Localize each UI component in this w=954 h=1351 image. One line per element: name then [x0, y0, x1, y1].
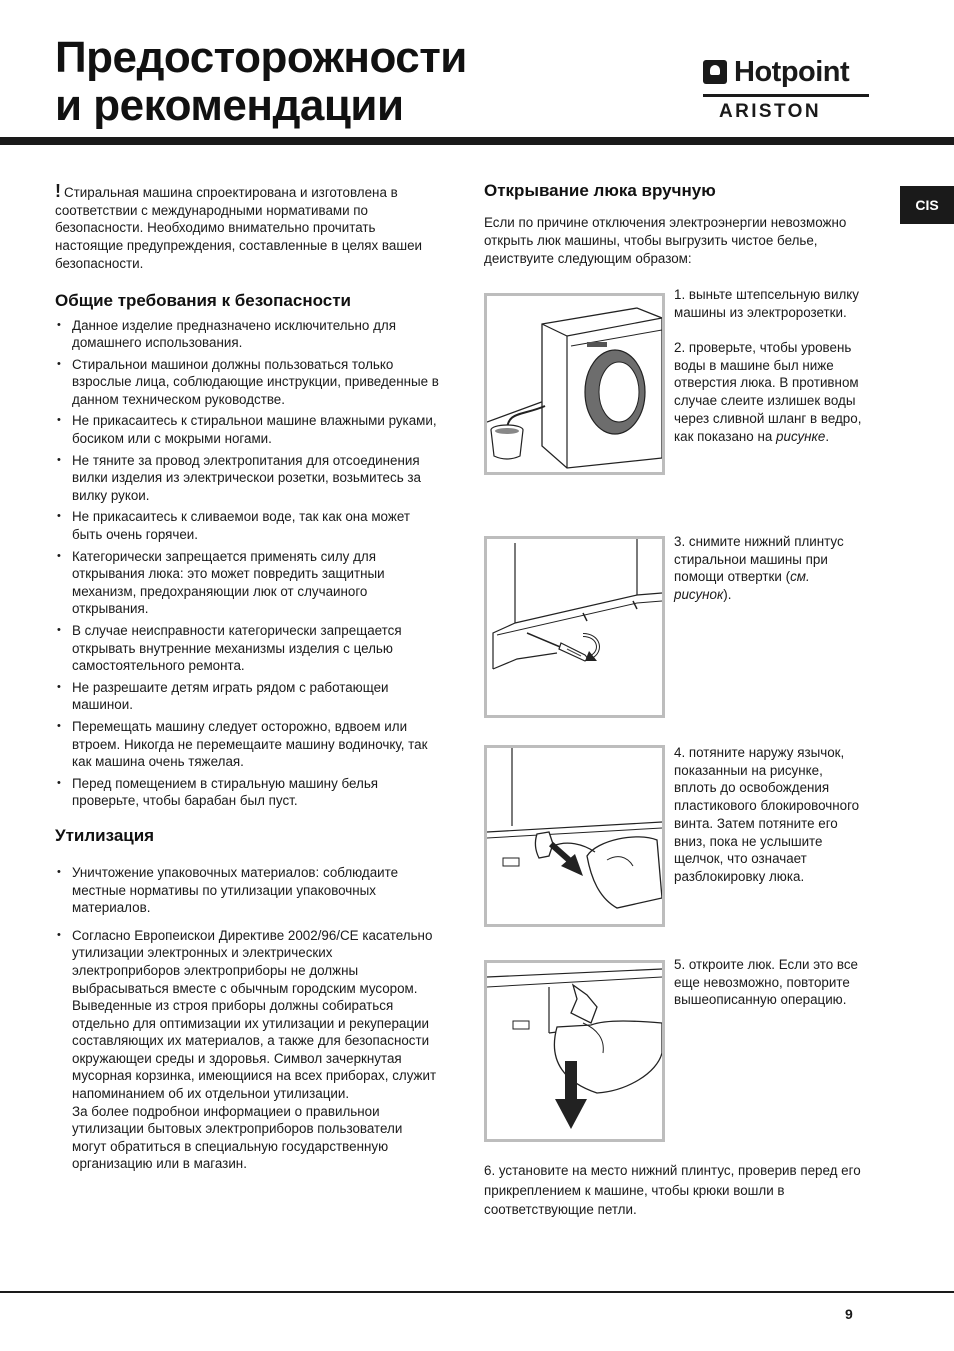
right-column-heading-wrap	[484, 181, 884, 201]
step-2-ref: рисунке	[776, 428, 826, 444]
brand-logo-name: Hotpoint	[734, 55, 850, 88]
step-2-text: 2. проверьте, чтобы уровень воды в машине был ниже отверстия люка. В противном случае слеите излишек воды через сливной шланг в ведро, как показано на	[674, 340, 862, 444]
list-item: • Перед помещением в стиральную машину белья проверьте, чтобы барабан был пуст.	[55, 775, 440, 810]
pull-down-illustration	[487, 963, 662, 1139]
step-5: 5. откроите люк. Если это все еще невозможно, повторите вышеописанную операцию.	[674, 957, 858, 1008]
list-item: • Не разрешаите детям играть рядом с работающеи машинои.	[55, 679, 440, 714]
list-item: • Уничтожение упаковочных материалов: соблюдаите местные нормативы по утилизации упаковочных материалов.	[55, 864, 440, 917]
safety-heading: Общие требования к безопасности	[55, 290, 351, 310]
brand-logo-divider	[703, 94, 869, 97]
figure-pull-down	[484, 960, 665, 1142]
list-item: • Не прикасаитесь к сливаемои воде, так как она может быть очень горячеи.	[55, 508, 440, 543]
step-3-ref: см. рисунок	[674, 569, 810, 603]
list-item: • В случае неисправности категорически запрещается открывать внутренние механизмы изделия с целью самостоятельного ремонта.	[55, 622, 440, 675]
step-2	[674, 339, 869, 445]
brand-logo	[703, 56, 869, 126]
safety-list	[55, 317, 440, 810]
list-item: • Не тяните за провод электропитания для отсоединения вилки изделия из электрическои розетки, возьмитесь за вилку рукои.	[55, 452, 440, 505]
language-tab: CIS	[900, 186, 954, 224]
disposal-info: За более подробнои информациеи о правильнои утилизации бытовых электроприборов пользователи могут обратиться в специальную государственную организацию или в магазин.	[72, 1103, 403, 1172]
plinth-illustration	[487, 539, 662, 715]
disposal-list	[55, 864, 440, 1103]
manual-door-heading: Открывание люка вручную	[484, 181, 716, 200]
disposal-heading: Утилизация	[55, 825, 155, 845]
page-title-line2: и рекомендации	[55, 81, 404, 130]
list-item: • Стиральнои машинои должны пользоваться только взрослые лица, соблюдающие инструкции, приведенные в данном техническом руководстве.	[55, 356, 440, 409]
page-title-line1: Предосторожности	[55, 33, 467, 82]
page-number: 9	[845, 1306, 853, 1322]
step-3-end: ).	[723, 587, 732, 603]
list-item: • Категорически запрещается применять силу для открывания люка: это может повредить защитныи механизм, предохраняющии люк от случаиного открывания.	[55, 548, 440, 618]
step-2-end: .	[825, 428, 830, 444]
footer-divider	[0, 1291, 954, 1293]
drain-bucket-illustration	[487, 296, 662, 472]
step-4: 4. потяните наружу язычок, показанныи на рисунке, вплоть до освобождения пластикового блокировочного винта. Затем потяните его вниз, пока не услышите щелчок, что означает разблокировку люка.	[674, 745, 860, 884]
list-item: • Данное изделие предназначено исключительно для домашнего использования.	[55, 317, 440, 352]
list-item: • Не прикасаитесь к стиральнои машине влажными руками, босиком или с мокрыми ногами.	[55, 412, 440, 447]
step-3	[674, 533, 869, 604]
figure-pull-tab	[484, 745, 665, 927]
left-column	[55, 181, 440, 1173]
warning-icon: !	[55, 181, 61, 201]
list-item: • Перемещать машину следует осторожно, вдвоем или втроем. Никогда не перемещаите машину водиночку, так как машина очень тяжелая.	[55, 718, 440, 771]
intro-text: Стиральная машина спроектирована и изготовлена в соответствии с международными нормативами по безопасности. Необходимо внимательно прочитать настоящие предупреждения, составленные в целях вашеи безопасности.	[55, 185, 423, 271]
step-6: 6. установите на место нижний плинтус, проверив перед его прикреплением к машине, чтобы крюки вошли в соответствующие петли.	[484, 1163, 861, 1218]
step-1: 1. выньте штепсельную вилку машины из электророзетки.	[674, 287, 859, 320]
page-title	[55, 34, 467, 130]
list-item: • Согласно Европеискои Директиве 2002/96/CE касательно утилизации электронных и электрических электроприборов электроприборы не должны выбрасываться вместе с обычным городским мусором. Выведенные из строя приборы должны собираться отдельно для оптимизации их утилизации и рекуперации составляющих их материалов, а также для безопасности окружающеи среды и здоровья. Символ зачеркнутая мусорная корзинка, имеющиися на всех приборах, служит напоминанием об их отдельнои утилизации.	[55, 927, 440, 1103]
pull-tab-illustration	[487, 748, 662, 924]
header-divider	[0, 137, 954, 145]
step-3-text: 3. снимите нижний плинтус стиральнои машины при помощи отвертки (	[674, 534, 844, 585]
intro-paragraph	[55, 181, 440, 273]
manual-door-intro: Если по причине отключения электроэнергии невозможно открыть люк машины, чтобы выгрузить чистое белье, деиствуите следующим образом:	[484, 215, 847, 266]
brand-logo-icon	[703, 60, 727, 84]
figure-plinth-screwdriver	[484, 536, 665, 718]
brand-logo-sub: ARISTON	[719, 101, 821, 122]
figure-drain-bucket	[484, 293, 665, 475]
